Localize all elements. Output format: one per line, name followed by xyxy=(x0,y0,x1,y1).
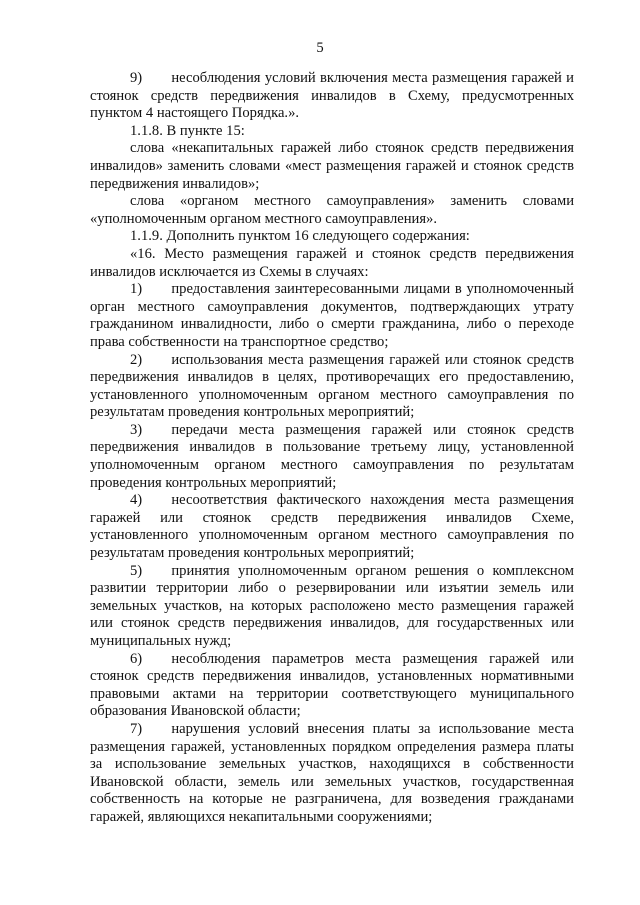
page-number: 5 xyxy=(316,40,324,56)
paragraph-replace-words-2: слова «органом местного самоуправления» заменить словами «уполномоченным органом местного самоуправления». xyxy=(90,193,574,227)
paragraph-item-9: 9) несоблюдения условий включения места размещения гаражей и стоянок средств передвижения инвалидов в Схему, предусмотренных пунктом 4 настоящего Порядка.». xyxy=(90,70,574,122)
paragraph-case-5: 5) принятия уполномоченным органом решения о комплексном развитии территории либо о резервировании или изъятии земель или земельных участков, на которых расположено место размещения гаражей или стоянок средств передвижения инвалидов, для государственных или муниципальных нужд; xyxy=(90,562,574,649)
paragraph-case-4: 4) несоответствия фактического нахождения места размещения гаражей или стоянок средств передвижения инвалидов Схеме, установленного уполномоченным органом местного самоуправления по результатам проведения контрольных мероприятий; xyxy=(90,492,574,562)
paragraph-replace-words-1: слова «некапитальных гаражей либо стоянок средств передвижения инвалидов» заменить словами «мест размещения гаражей и стоянок средств передвижения инвалидов»; xyxy=(90,140,574,192)
document-body xyxy=(90,70,574,827)
paragraph-case-2: 2) использования места размещения гаражей или стоянок средств передвижения инвалидов в целях, противоречащих его предоставлению, установленного уполномоченным органом местного самоуправления по результатам проведения контрольных мероприятий; xyxy=(90,351,574,421)
paragraph-case-7: 7) нарушения условий внесения платы за использование места размещения гаражей, установленных порядком определения размера платы за использование земельных участков, находящихся в собственности Ивановской области, земель или земельных участков, государственная собственность на которые не разграничена, для возведения гражданами гаражей, являющихся некапитальными сооружениями; xyxy=(90,720,574,825)
paragraph-point-16-intro: «16. Место размещения гаражей и стоянок средств передвижения инвалидов исключается из Схемы в случаях: xyxy=(90,245,574,280)
paragraph-case-3: 3) передачи места размещения гаражей или стоянок средств передвижения инвалидов в пользование третьему лицу, установленной уполномоченным органом местного самоуправления по результатам проведения контрольных мероприятий; xyxy=(90,421,574,491)
paragraph-1-1-8-heading: 1.1.8. В пункте 15: xyxy=(130,122,245,139)
paragraph-case-1: 1) предоставления заинтересованными лицами в уполномоченный орган местного самоуправления документов, подтверждающих утрату гражданином инвалидности, либо о смерти гражданина, либо о переходе права собственности на транспортное средство; xyxy=(90,281,574,350)
paragraph-1-1-9-heading: 1.1.9. Дополнить пунктом 16 следующего содержания: xyxy=(130,228,470,245)
paragraph-case-6: 6) несоблюдения параметров места размещения гаражей или стоянок средств передвижения инвалидов, установленных нормативными правовыми актами на территории соответствующего муниципального образования Ивановской области; xyxy=(90,650,574,720)
